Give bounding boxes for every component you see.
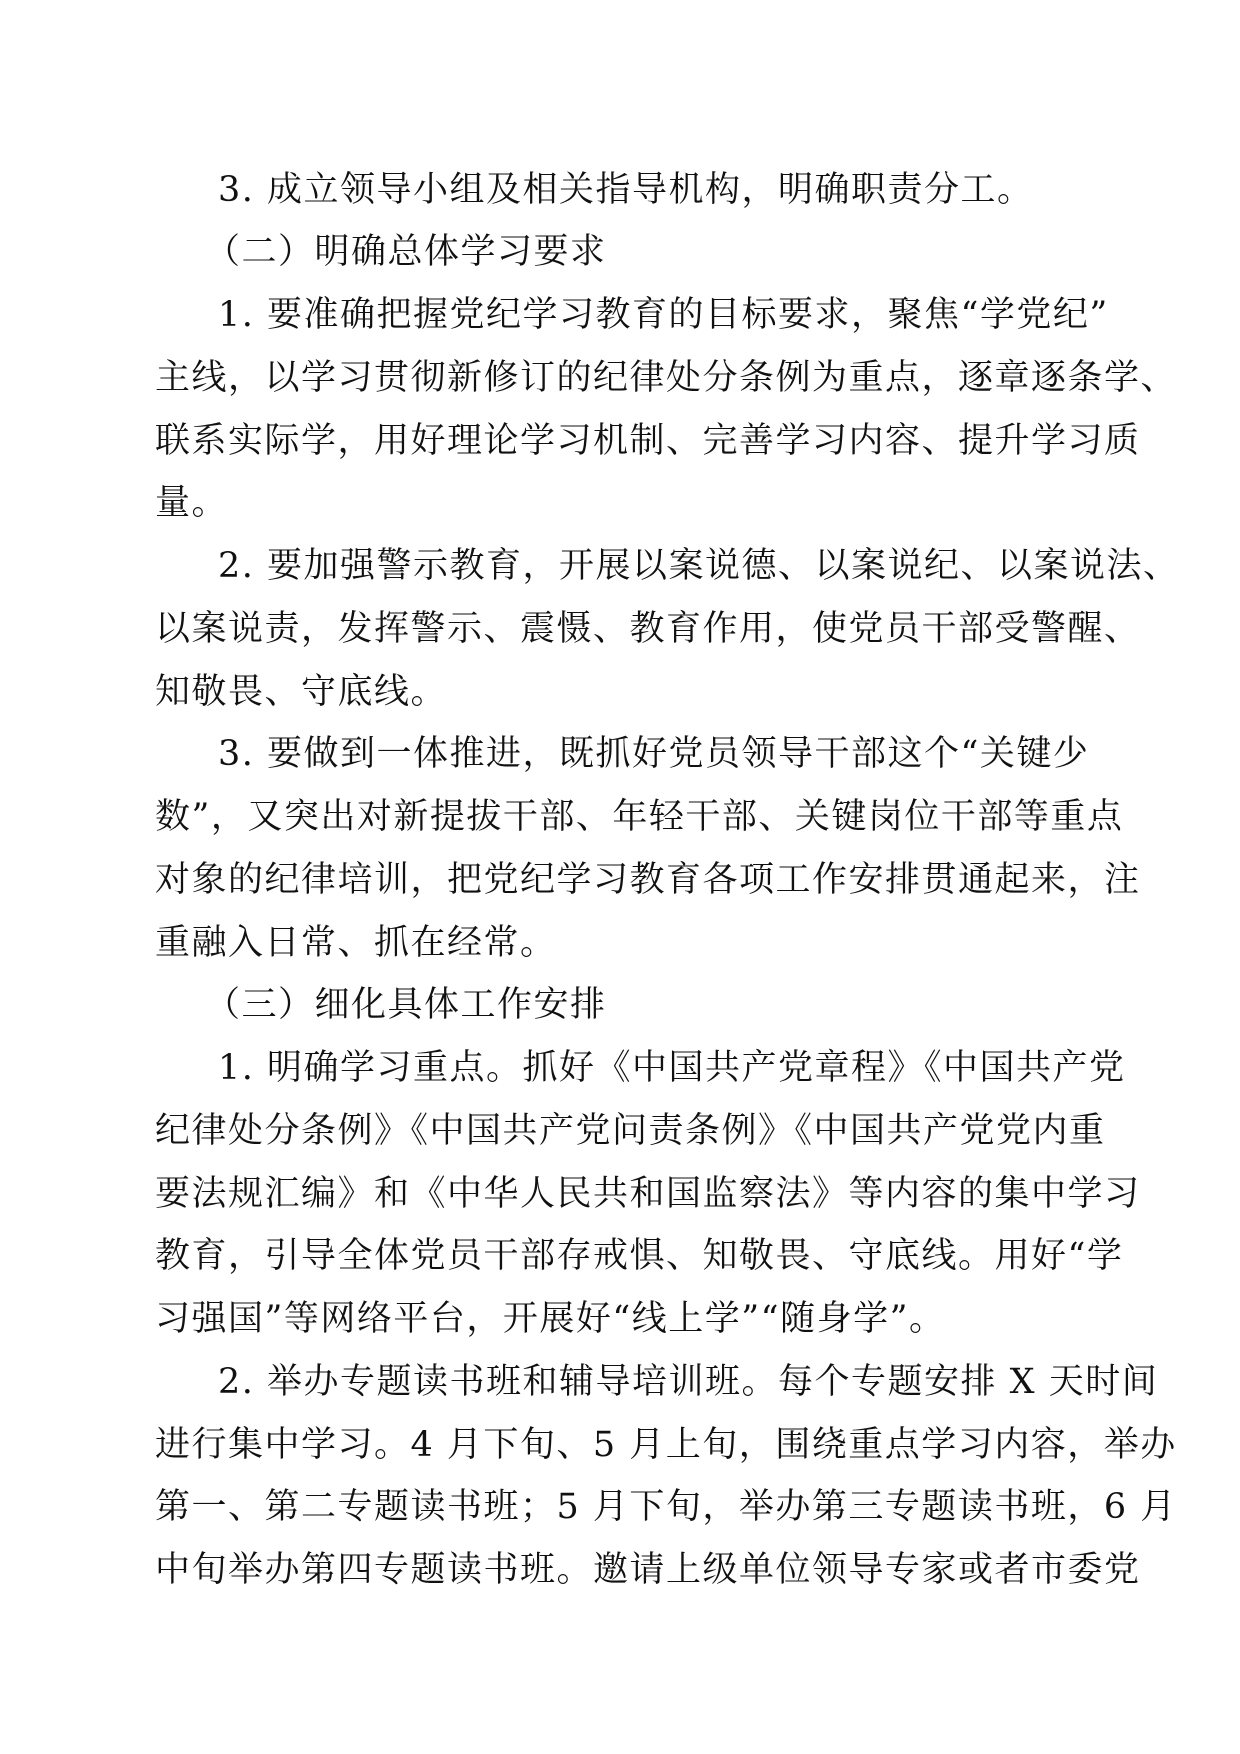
section-heading-3: （三）细化具体工作安排 — [205, 985, 607, 1025]
paragraph-line: 数”，又突出对新提拔干部、年轻干部、关键岗位干部等重点 — [155, 797, 1124, 837]
paragraph-line: 1. 明确学习重点。抓好《中国共产党章程》《中国共产党 — [218, 1048, 1126, 1088]
paragraph-line: 2. 举办专题读书班和辅导培训班。每个专题安排 X 天时间 — [218, 1362, 1159, 1402]
paragraph-line: 量。 — [155, 483, 229, 523]
paragraph-line: 进行集中学习。4 月下旬、5 月上旬，围绕重点学习内容，举办 — [155, 1425, 1177, 1465]
paragraph-line: 第一、第二专题读书班；5 月下旬，举办第三专题读书班，6 月 — [155, 1487, 1177, 1527]
paragraph-line: 纪律处分条例》《中国共产党问责条例》《中国共产党党内重 — [155, 1111, 1106, 1151]
paragraph-line: 重融入日常、抓在经常。 — [155, 923, 557, 963]
paragraph-line: 以案说责，发挥警示、震慑、教育作用，使党员干部受警醒、 — [155, 609, 1141, 649]
paragraph-line: 知敬畏、守底线。 — [155, 672, 448, 712]
paragraph-line: 2. 要加强警示教育，开展以案说德、以案说纪、以案说法、 — [218, 546, 1180, 586]
paragraph-line: 习强国”等网络平台，开展好“线上学”“随身学”。 — [155, 1299, 946, 1339]
paragraph-line: 1. 要准确把握党纪学习教育的目标要求，聚焦“学党纪” — [218, 295, 1109, 335]
paragraph-line: 要法规汇编》和《中华人民共和国监察法》等内容的集中学习 — [155, 1174, 1141, 1214]
paragraph-line: 中旬举办第四专题读书班。邀请上级单位领导专家或者市委党 — [155, 1550, 1141, 1590]
paragraph-line: 对象的纪律培训，把党纪学习教育各项工作安排贯通起来，注 — [155, 860, 1141, 900]
paragraph-line: 主线，以学习贯彻新修订的纪律处分条例为重点，逐章逐条学、 — [155, 358, 1178, 398]
paragraph-line: 3. 要做到一体推进，既抓好党员领导干部这个“关键少 — [218, 734, 1090, 774]
section-heading-2: （二）明确总体学习要求 — [205, 232, 607, 272]
item-3-establish-leading-group: 3. 成立领导小组及相关指导机构，明确职责分工。 — [218, 170, 1034, 210]
paragraph-line: 教育，引导全体党员干部存戒惧、知敬畏、守底线。用好“学 — [155, 1236, 1124, 1276]
paragraph-line: 联系实际学，用好理论学习机制、完善学习内容、提升学习质 — [155, 421, 1141, 461]
